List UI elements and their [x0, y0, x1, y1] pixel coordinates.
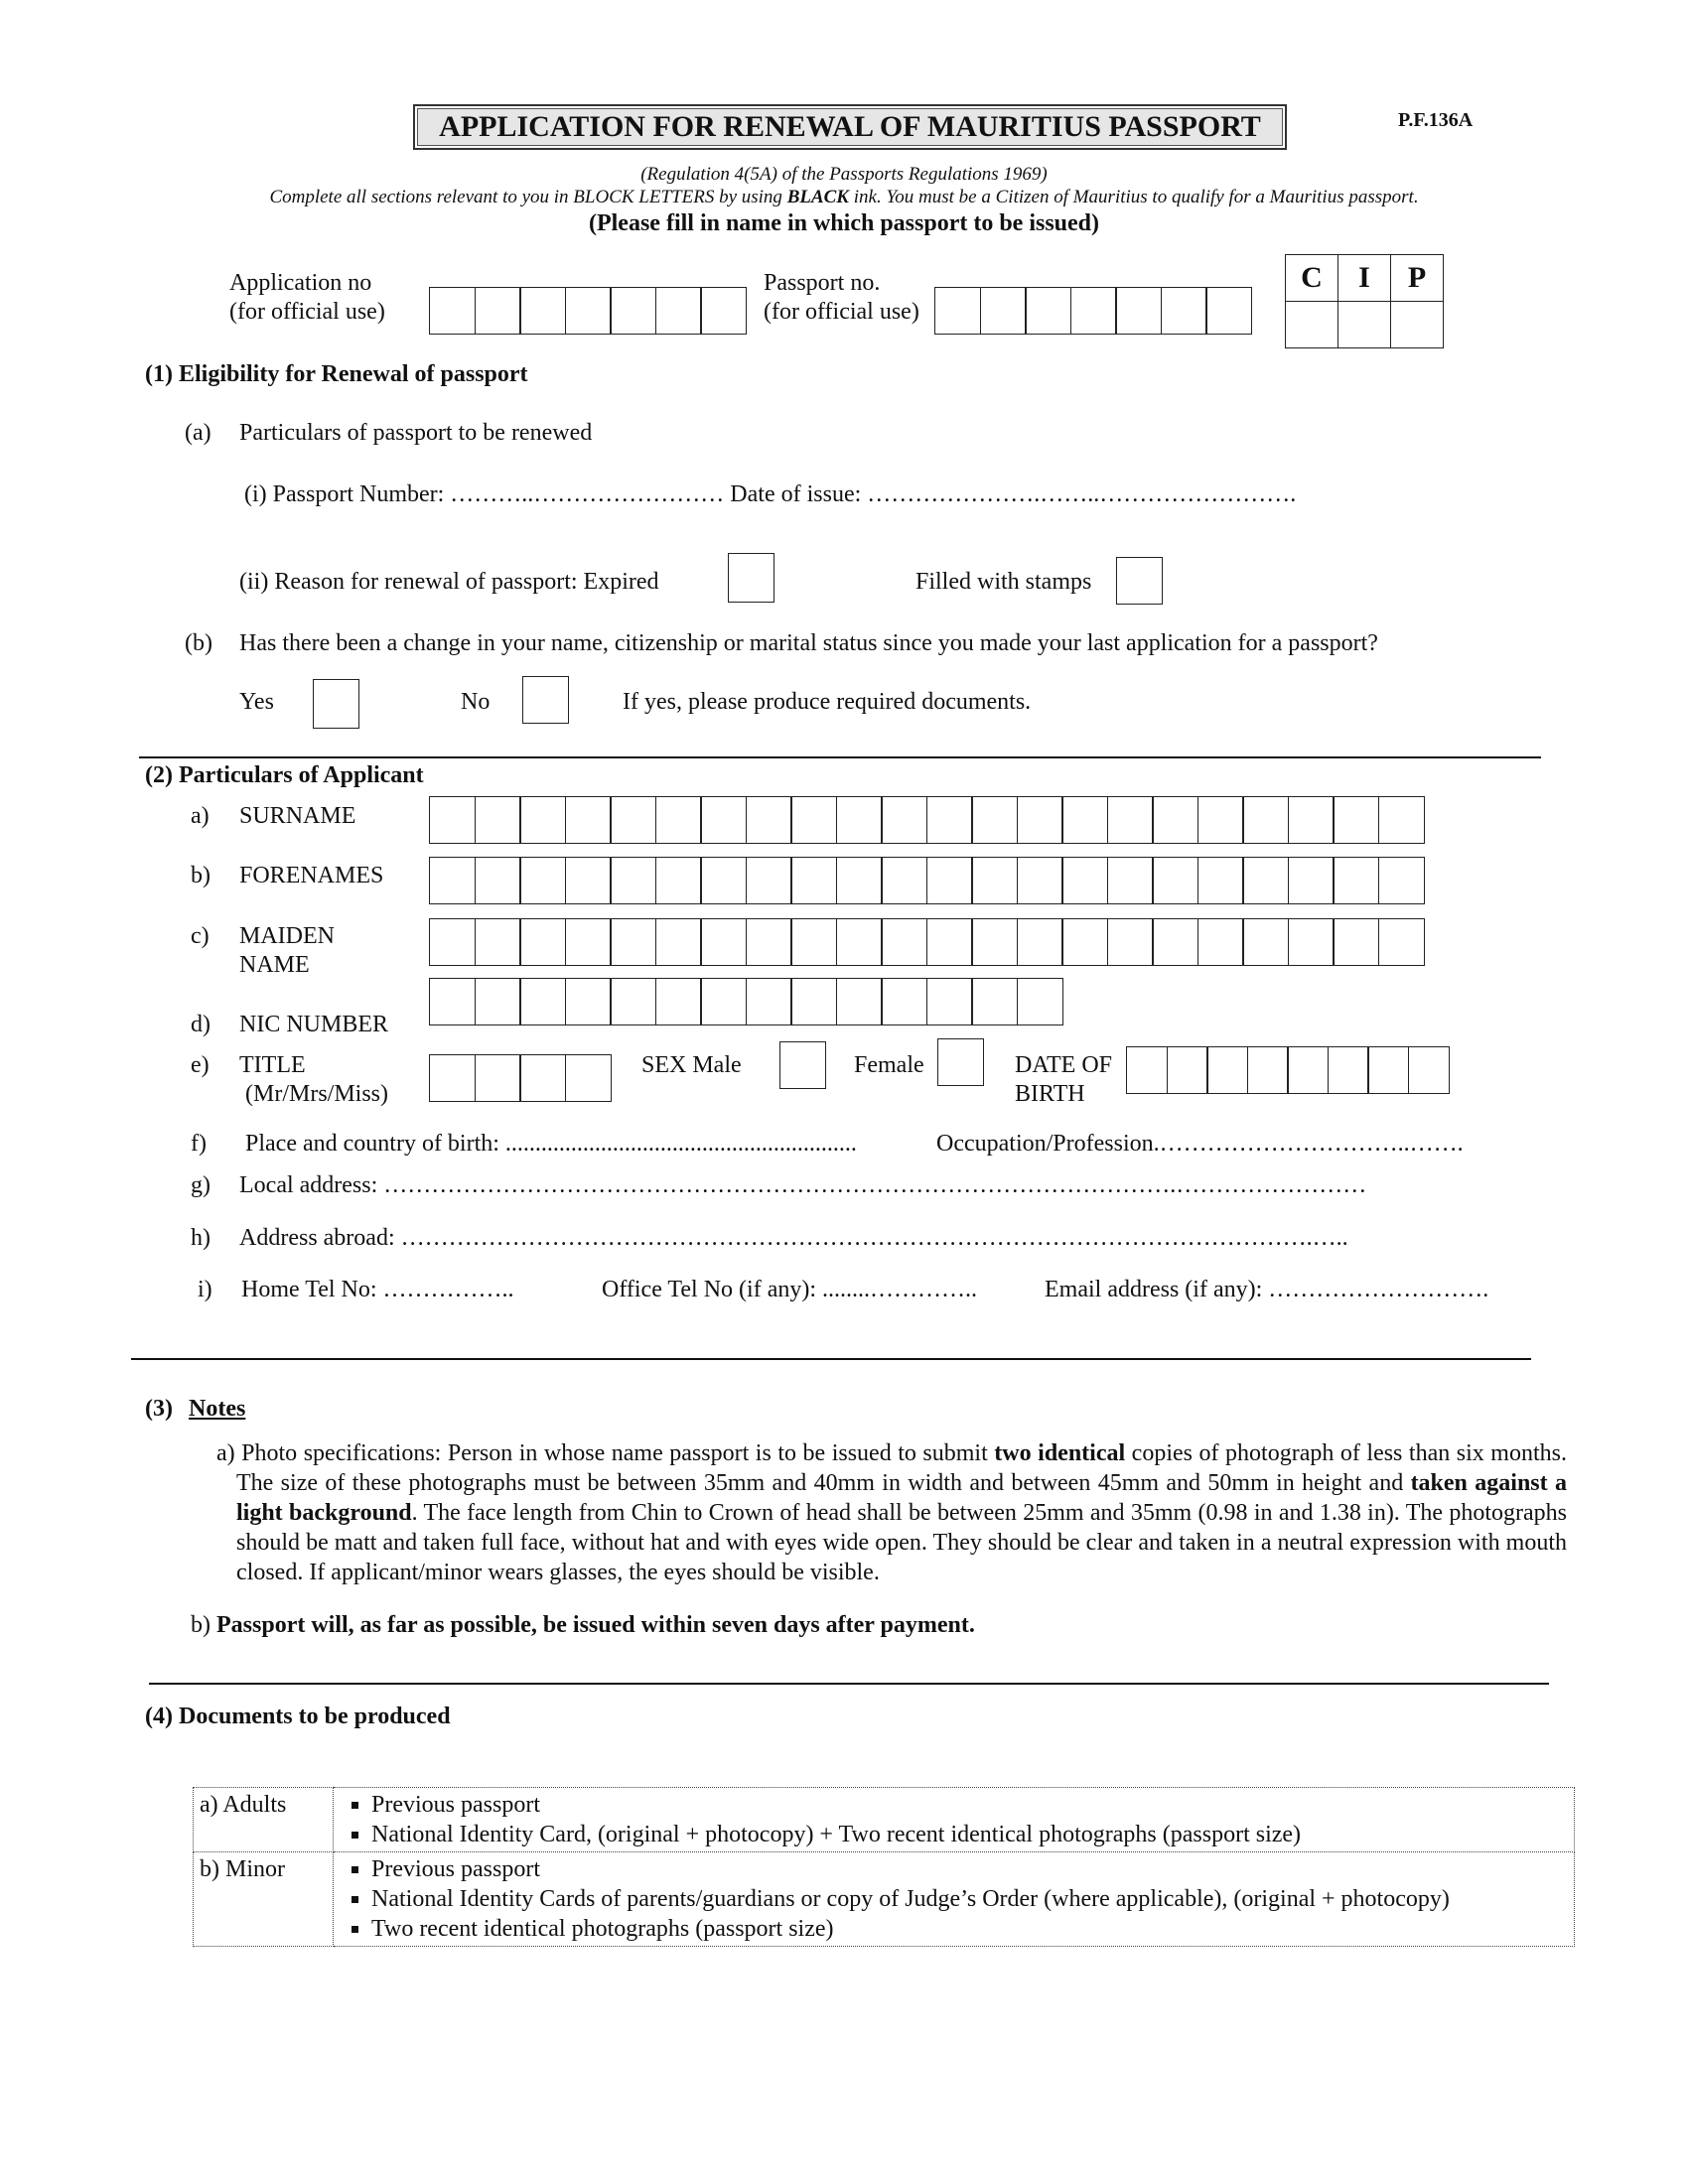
letter-box[interactable]: [565, 287, 612, 335]
letter-box[interactable]: [610, 857, 656, 904]
letter-box[interactable]: [1247, 1046, 1289, 1094]
letter-box[interactable]: [1167, 1046, 1208, 1094]
letter-box[interactable]: [1017, 918, 1063, 966]
letter-box[interactable]: [790, 918, 837, 966]
female-checkbox[interactable]: [937, 1038, 984, 1086]
letter-box[interactable]: [519, 978, 566, 1025]
photo-spec-note: a) Photo specifications: Person in whose name passport is to be issued to submit two identical copies of photograph of less than six months. The size of these photographs must be between 35mm and 40mm in width and between 45mm and 50mm in height and taken against a light background. The face length from Chin to Crown of head shall be between 25mm and 35mm (0.98 in and 1.38 in). The photographs should be matt and taken full face, without hat and with eyes wide open. They should be clear and taken in a neutral expression with mouth closed. If applicant/minor wears glasses, the eyes should be visible.: [216, 1440, 1567, 1585]
letter-box[interactable]: [1333, 918, 1379, 966]
dob-label-1: DATE OF: [1015, 1052, 1113, 1078]
letter-box[interactable]: [565, 978, 612, 1025]
expired-checkbox[interactable]: [728, 553, 774, 603]
letter-box[interactable]: [746, 857, 792, 904]
documents-row-minor: [194, 1852, 1575, 1947]
filled-stamps-checkbox[interactable]: [1116, 557, 1163, 605]
letter-box[interactable]: [1288, 796, 1335, 844]
list-item: ▪ Two recent identical photographs (passport size): [371, 1914, 1568, 1944]
letter-box[interactable]: [700, 978, 747, 1025]
letter-box[interactable]: [1242, 857, 1289, 904]
surname-letter: a): [191, 803, 210, 829]
title-letter: e): [191, 1052, 210, 1078]
letter-box[interactable]: [1025, 287, 1071, 335]
letter-box[interactable]: [475, 918, 521, 966]
address-abroad-line[interactable]: Address abroad: …………………………………………………………………………………………………….…..: [239, 1225, 1348, 1251]
title-label-2: (Mr/Mrs/Miss): [245, 1081, 389, 1107]
letter-box[interactable]: [1161, 287, 1207, 335]
letter-box[interactable]: [1205, 287, 1252, 335]
section4-heading: (4) Documents to be produced: [145, 1704, 451, 1729]
letter-box[interactable]: [429, 287, 476, 335]
letter-box[interactable]: [655, 287, 702, 335]
passport-number-line[interactable]: (i) Passport Number: ………..…………………… Date of issue: ………………….……..…………………….: [244, 481, 1297, 507]
letter-box[interactable]: [1328, 1046, 1369, 1094]
no-label: No: [461, 689, 491, 715]
place-of-birth-line[interactable]: Place and country of birth: ...........................................................: [245, 1131, 857, 1157]
letter-box[interactable]: [1017, 796, 1063, 844]
office-tel-line[interactable]: Office Tel No (if any): ........…………..: [602, 1277, 978, 1302]
letter-box[interactable]: [836, 796, 883, 844]
form-code: P.F.136A: [1398, 109, 1474, 131]
letter-box[interactable]: [565, 857, 612, 904]
letter-box[interactable]: [881, 978, 927, 1025]
section1-heading: (1) Eligibility for Renewal of passport: [145, 361, 528, 387]
application-no-label: Application no: [229, 270, 372, 296]
letter-box[interactable]: [700, 796, 747, 844]
dob-boxes[interactable]: [1126, 1046, 1450, 1094]
no-checkbox[interactable]: [522, 676, 569, 724]
cip-p-box[interactable]: [1391, 302, 1444, 348]
letter-box[interactable]: [1333, 857, 1379, 904]
letter-box[interactable]: [429, 796, 476, 844]
notes-heading: Notes: [189, 1396, 246, 1422]
maiden-name-boxes[interactable]: [429, 918, 1425, 966]
sex-male-label: SEX Male: [641, 1052, 742, 1078]
letter-box[interactable]: [790, 857, 837, 904]
letter-box[interactable]: [1288, 918, 1335, 966]
email-line[interactable]: Email address (if any): ……………………….: [1045, 1277, 1489, 1302]
forenames-letter: b): [191, 863, 211, 888]
letter-box[interactable]: [700, 287, 747, 335]
letter-box[interactable]: [565, 796, 612, 844]
letter-box[interactable]: [1242, 918, 1289, 966]
letter-box[interactable]: [475, 978, 521, 1025]
letter-box[interactable]: [971, 796, 1018, 844]
letter-box[interactable]: [700, 857, 747, 904]
letter-box[interactable]: [1197, 796, 1244, 844]
letter-box[interactable]: [519, 796, 566, 844]
cip-p: P: [1391, 255, 1444, 302]
nic-label: NIC NUMBER: [239, 1012, 389, 1037]
title-label-1: TITLE: [239, 1052, 306, 1078]
letter-box[interactable]: [610, 918, 656, 966]
maiden-letter: c): [191, 923, 210, 949]
letter-box[interactable]: [971, 918, 1018, 966]
letter-box[interactable]: [881, 796, 927, 844]
letter-box[interactable]: [475, 796, 521, 844]
female-label: Female: [854, 1052, 924, 1078]
letter-box[interactable]: [746, 918, 792, 966]
letter-box[interactable]: [1197, 857, 1244, 904]
minor-items: [334, 1852, 1575, 1947]
cip-c-box[interactable]: [1286, 302, 1338, 348]
letter-box[interactable]: [926, 978, 973, 1025]
occupation-line[interactable]: Occupation/Profession.…………………………..…….: [936, 1131, 1464, 1157]
yes-checkbox[interactable]: [313, 679, 359, 729]
cip-table: [1285, 254, 1444, 348]
letter-box[interactable]: [881, 918, 927, 966]
letter-box[interactable]: [1061, 857, 1108, 904]
letter-box[interactable]: [1287, 1046, 1329, 1094]
maiden-label-2: NAME: [239, 952, 310, 978]
local-letter: g): [191, 1172, 211, 1198]
male-checkbox[interactable]: [779, 1041, 826, 1089]
letter-box[interactable]: [1017, 857, 1063, 904]
maiden-label-1: MAIDEN: [239, 923, 335, 949]
letter-box[interactable]: [475, 287, 521, 335]
letter-box[interactable]: [565, 1054, 612, 1102]
reason-expired-label: (ii) Reason for renewal of passport: Expired: [239, 569, 659, 595]
letter-box[interactable]: [836, 857, 883, 904]
list-item: ▪ National Identity Card, (original + photocopy) + Two recent identical photographs (passport size): [371, 1820, 1568, 1849]
letter-box[interactable]: [971, 978, 1018, 1025]
letter-box[interactable]: [519, 1054, 566, 1102]
letter-box[interactable]: [519, 287, 566, 335]
abroad-letter: h): [191, 1225, 211, 1251]
letter-box[interactable]: [1206, 1046, 1248, 1094]
letter-box[interactable]: [926, 796, 973, 844]
section3-num: (3): [145, 1396, 173, 1422]
cip-i-box[interactable]: [1338, 302, 1391, 348]
if-yes-note: If yes, please produce required documents.: [623, 689, 1032, 715]
minor-label: b) Minor: [194, 1852, 334, 1947]
letter-box[interactable]: [475, 1054, 521, 1102]
yes-label: Yes: [239, 689, 274, 715]
nic-letter: d): [191, 1012, 211, 1037]
letter-box[interactable]: [655, 918, 702, 966]
letter-box[interactable]: [836, 918, 883, 966]
letter-box[interactable]: [1126, 1046, 1168, 1094]
letter-box[interactable]: [881, 857, 927, 904]
letter-box[interactable]: [655, 857, 702, 904]
form-title: APPLICATION FOR RENEWAL OF MAURITIUS PASSPORT: [413, 104, 1287, 150]
letter-box[interactable]: [429, 857, 476, 904]
adults-label: a) Adults: [194, 1788, 334, 1852]
letter-box[interactable]: [1378, 918, 1425, 966]
letter-box[interactable]: [980, 287, 1027, 335]
letter-box[interactable]: [934, 287, 981, 335]
letter-box[interactable]: [610, 796, 656, 844]
letter-box[interactable]: [790, 978, 837, 1025]
documents-row-adults: [194, 1788, 1575, 1852]
tel-letter: i): [198, 1277, 212, 1302]
letter-box[interactable]: [1367, 1046, 1409, 1094]
list-item: ▪ Previous passport: [371, 1790, 1568, 1820]
section1-b-label: (b): [185, 630, 212, 656]
letter-box[interactable]: [610, 978, 656, 1025]
letter-box[interactable]: [926, 918, 973, 966]
letter-box[interactable]: [1288, 857, 1335, 904]
section1-a-text: Particulars of passport to be renewed: [239, 420, 593, 446]
letter-box[interactable]: [429, 918, 476, 966]
letter-box[interactable]: [429, 978, 476, 1025]
local-address-line[interactable]: Local address: ……………………………………………………………………………………….……………………: [239, 1172, 1367, 1198]
surname-boxes[interactable]: [429, 796, 1425, 844]
letter-box[interactable]: [1378, 796, 1425, 844]
letter-box[interactable]: [1152, 918, 1198, 966]
adults-items: [334, 1788, 1575, 1852]
letter-box[interactable]: [1152, 796, 1198, 844]
letter-box[interactable]: [1197, 918, 1244, 966]
letter-box[interactable]: [1061, 796, 1108, 844]
letter-box[interactable]: [700, 918, 747, 966]
letter-box[interactable]: [926, 857, 973, 904]
letter-box[interactable]: [746, 978, 792, 1025]
letter-box[interactable]: [1107, 918, 1154, 966]
letter-box[interactable]: [475, 857, 521, 904]
letter-box[interactable]: [1107, 796, 1154, 844]
divider-2: [131, 1358, 1531, 1360]
section1-a-label: (a): [185, 420, 211, 446]
letter-box[interactable]: [1408, 1046, 1450, 1094]
documents-table: [193, 1787, 1575, 1947]
letter-box[interactable]: [790, 796, 837, 844]
letter-box[interactable]: [1333, 796, 1379, 844]
cip-c: C: [1286, 255, 1338, 302]
forenames-label: FORENAMES: [239, 863, 384, 888]
issue-time-note: b) Passport will, as far as possible, be issued within seven days after payment.: [191, 1612, 975, 1638]
nic-boxes[interactable]: [429, 978, 1063, 1025]
passport-no-label: Passport no.: [764, 270, 881, 296]
title-boxes[interactable]: [429, 1054, 612, 1102]
letter-box[interactable]: [1152, 857, 1198, 904]
section1-b-text: Has there been a change in your name, citizenship or marital status since you made your last application for a passport?: [239, 630, 1378, 656]
letter-box[interactable]: [1107, 857, 1154, 904]
letter-box[interactable]: [1242, 796, 1289, 844]
letter-box[interactable]: [610, 287, 656, 335]
letter-box[interactable]: [1017, 978, 1063, 1025]
application-no-boxes[interactable]: [429, 287, 747, 335]
letter-box[interactable]: [519, 857, 566, 904]
surname-label: SURNAME: [239, 803, 356, 829]
application-no-sub: (for official use): [229, 299, 385, 325]
letter-box[interactable]: [1115, 287, 1162, 335]
letter-box[interactable]: [565, 918, 612, 966]
list-item: ▪ National Identity Cards of parents/guardians or copy of Judge’s Order (where applicable), (original + photocopy): [371, 1884, 1568, 1914]
dob-label-2: BIRTH: [1015, 1081, 1085, 1107]
fill-note: (Please fill in name in which passport to be issued): [588, 210, 1100, 236]
letter-box[interactable]: [655, 796, 702, 844]
list-item: ▪ Previous passport: [371, 1854, 1568, 1884]
letter-box[interactable]: [1070, 287, 1117, 335]
letter-box[interactable]: [655, 978, 702, 1025]
letter-box[interactable]: [429, 1054, 476, 1102]
divider-3: [149, 1683, 1549, 1685]
letter-box[interactable]: [746, 796, 792, 844]
letter-box[interactable]: [836, 978, 883, 1025]
place-letter: f): [191, 1131, 207, 1157]
home-tel-line[interactable]: Home Tel No: ……………..: [241, 1277, 514, 1302]
passport-no-sub: (for official use): [764, 299, 919, 325]
section2-heading: (2) Particulars of Applicant: [145, 762, 424, 788]
filled-stamps-label: Filled with stamps: [915, 569, 1092, 595]
letter-box[interactable]: [519, 918, 566, 966]
divider-1: [139, 756, 1541, 758]
passport-no-boxes[interactable]: [934, 287, 1252, 335]
regulation-note: (Regulation 4(5A) of the Passports Regulations 1969): [640, 164, 1048, 185]
letter-box[interactable]: [1378, 857, 1425, 904]
forenames-boxes[interactable]: [429, 857, 1425, 904]
letter-box[interactable]: [1061, 918, 1108, 966]
instructions: Complete all sections relevant to you in BLOCK LETTERS by using BLACK ink. You must be a Citizen of Mauritius to qualify for a Mauritius passport.: [269, 187, 1419, 207]
letter-box[interactable]: [971, 857, 1018, 904]
cip-i: I: [1338, 255, 1391, 302]
